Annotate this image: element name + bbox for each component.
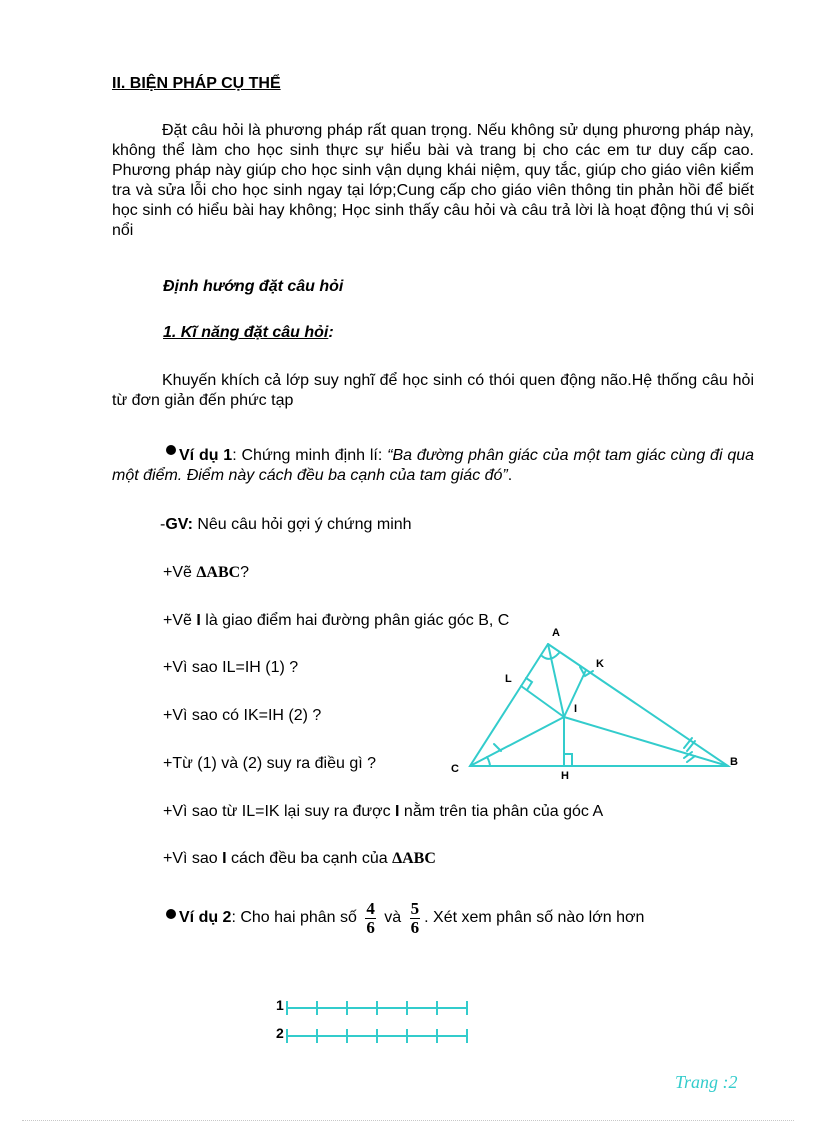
orientation-heading: Định hướng đặt câu hỏi [163, 278, 344, 295]
gv-text: Nêu câu hỏi gợi ý chứng minh [192, 516, 412, 533]
angle-mark-c [487, 757, 490, 766]
bisector-b [564, 717, 728, 766]
bullet-icon [166, 445, 176, 455]
angle-tick-b-4 [687, 756, 695, 762]
fraction-2-denominator: 6 [410, 917, 420, 937]
step-draw-triangle-prefix: +Vẽ [163, 564, 197, 581]
gv-prefix: - [160, 516, 166, 533]
skill-heading [163, 323, 334, 343]
footer-divider [22, 1120, 794, 1121]
step-equidistant-middle: cách đều ba cạnh của [226, 850, 393, 867]
skill-paragraph: Khuyến khích cả lớp suy nghĩ để học sinh có thói quen động não.Hệ thống câu hỏi từ đơn giản đến phức tạp [112, 372, 754, 409]
skill-heading-colon: : [328, 324, 334, 341]
step-why-on-bisector [163, 802, 603, 822]
fraction-1 [365, 900, 376, 937]
step-on-bisector-suffix: nằm trên tia phân của góc A [399, 803, 604, 820]
fraction-1-denominator: 6 [366, 917, 375, 937]
triangle-figure [440, 620, 750, 790]
triangle-symbol: ΔABC [196, 564, 241, 581]
label-b: B [730, 756, 738, 768]
bisector-c [470, 717, 564, 766]
number-line-2-label: 2 [276, 1025, 284, 1041]
step-why-ik-ih: +Vì sao có IK=IH (2) ? [163, 707, 322, 724]
label-i: I [574, 703, 578, 715]
step-draw-i-suffix: là giao điểm hai đường phân giác góc B, C [200, 612, 510, 629]
number-line-1 [287, 1001, 467, 1015]
gv-line [160, 515, 412, 535]
example2-label: Ví dụ 2 [179, 909, 232, 926]
example2-text2: . Xét xem phân số nào lớn hơn [424, 909, 645, 926]
step-draw-i-prefix: +Vẽ [163, 612, 197, 629]
bullet-icon [166, 909, 176, 919]
label-a: A [552, 627, 560, 639]
label-c: C [451, 763, 459, 775]
number-line-2 [287, 1029, 467, 1043]
example1-end: . [507, 467, 513, 484]
section-title-text: II. BIỆN PHÁP CỤ THỂ [112, 75, 281, 92]
right-angle-h [564, 754, 572, 766]
step-on-bisector-prefix: +Vì sao từ IL=IK lại suy ra được [163, 803, 396, 820]
example1-paragraph [112, 446, 754, 486]
example2-text1: : Cho hai phân số [231, 909, 362, 926]
step-draw-i-bold: I [196, 612, 201, 629]
label-k: K [596, 658, 604, 670]
fraction-2-numerator: 5 [410, 898, 420, 918]
page-number: Trang :2 [675, 1072, 738, 1092]
fraction-2 [410, 900, 421, 937]
step-from-1-2: +Từ (1) và (2) suy ra điều gì ? [163, 755, 377, 772]
example2-paragraph [166, 893, 644, 943]
right-angle-l [526, 678, 532, 690]
gv-label: GV: [165, 516, 193, 533]
intro-paragraph: Đặt câu hỏi là phương pháp rất quan trọng. Nếu không sử dụng phương pháp này, không thể làm cho học sinh thực sự hiểu bài và trang bị cho các em tư duy cấp cao. Phương pháp này giúp cho học sinh vận dụng khái niệm, quy tắc, giúp cho giáo viên kiểm tra và sửa lỗi cho học sinh ngay tại lớp;Cung cấp cho giáo viên thông tin phản hồi để biết học sinh có hiểu bài hay không; Học sinh thấy câu hỏi và câu trả lời là hoạt động thú vị sôi nổi [112, 122, 754, 239]
step-draw-triangle [163, 563, 249, 583]
right-angle-k [580, 667, 593, 676]
section-title [112, 74, 281, 94]
number-lines [270, 995, 480, 1055]
step-why-il-ih: +Vì sao IL=IH (1) ? [163, 659, 299, 676]
example2-and: và [379, 909, 406, 926]
step-equidistant-bold: I [222, 850, 227, 867]
fraction-1-numerator: 4 [366, 898, 375, 918]
example1-theorem: “Ba đường phân giác của một tam giác cùng đi qua một điểm. Điểm này cách đều ba cạnh của tam giác đó” [112, 447, 755, 484]
step-why-equidistant [163, 849, 436, 869]
example1-intro: : Chứng minh định lí: [232, 447, 388, 464]
label-h: H [561, 770, 569, 782]
example1-label: Ví dụ 1 [179, 447, 233, 464]
label-l: L [505, 673, 512, 685]
step-on-bisector-bold: I [395, 803, 400, 820]
number-line-1-label: 1 [276, 997, 284, 1013]
skill-heading-text: 1. Kĩ năng đặt câu hỏi [163, 324, 329, 341]
step-draw-triangle-suffix: ? [240, 564, 250, 581]
step-equidistant-prefix: +Vì sao [163, 850, 223, 867]
triangle-symbol-2: ΔABC [392, 850, 436, 867]
angle-tick-c [494, 744, 501, 751]
